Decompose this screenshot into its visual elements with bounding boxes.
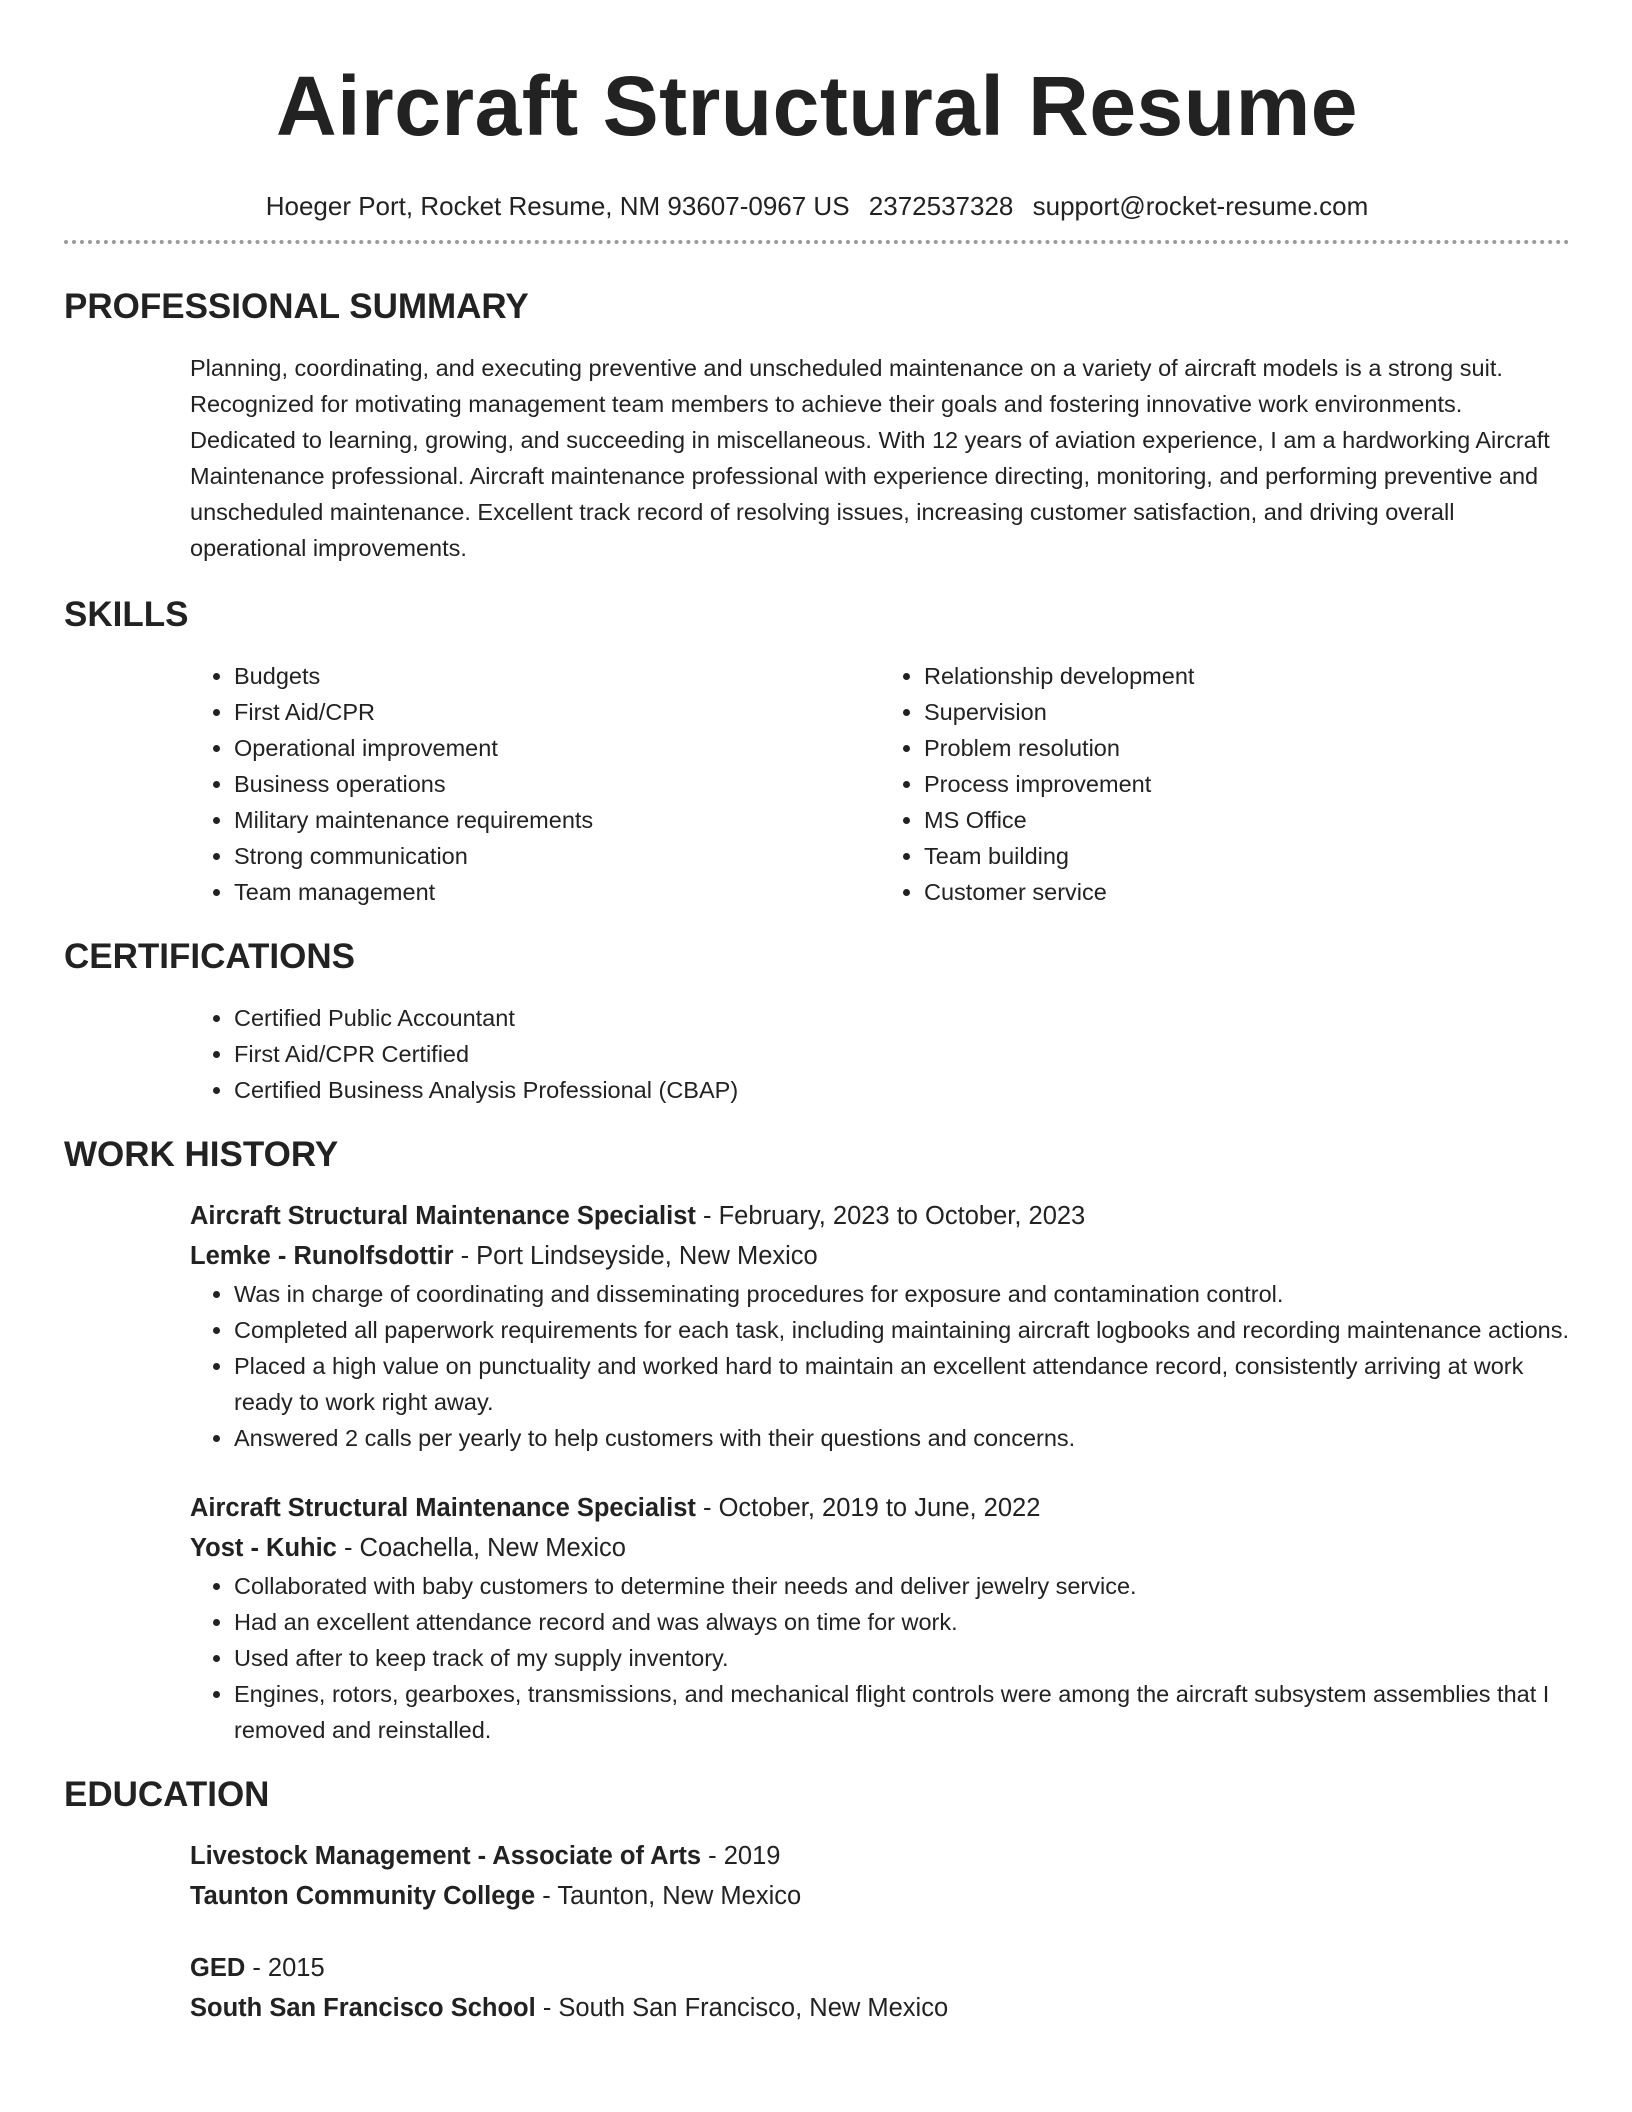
skill-item: • Budgets [234, 658, 880, 694]
contact-email: support@rocket-resume.com [1032, 191, 1369, 221]
work-history-heading: WORK HISTORY [64, 1135, 339, 1174]
job-bullets [64, 1568, 1570, 1748]
education-location: - Taunton, New Mexico [535, 1882, 802, 1910]
education-entry [64, 1836, 1570, 1916]
skill-item: • Military maintenance requirements [234, 802, 880, 838]
education-school-line [190, 1876, 1570, 1916]
job-bullet: • Engines, rotors, gearboxes, transmissions, and mechanical flight controls were among the aircraft subsystem assemblies that I removed and reinstalled. [234, 1676, 1570, 1748]
certifications-list [64, 1000, 1570, 1108]
summary-text: Planning, coordinating, and executing preventive and unscheduled maintenance on a variety of aircraft models is a strong suit. Recognized for motivating management team members to achieve their goals and fostering innovative work environments. Dedicated to learning, growing, and succeeding in miscellaneous. With 12 years of aviation experience, I am a hardworking Aircraft Maintenance professional. Aircraft maintenance professional with experience directing, monitoring, and performing preventive and unscheduled maintenance. Excellent track record of resolving issues, increasing customer satisfaction, and driving overall operational improvements. [190, 355, 1550, 561]
education-year: - 2019 [701, 1842, 781, 1870]
summary-heading: PROFESSIONAL SUMMARY [64, 287, 529, 326]
skill-item: • Operational improvement [234, 730, 880, 766]
contact-phone: 2372537328 [868, 191, 1014, 221]
job-bullet: • Answered 2 calls per yearly to help customers with their questions and concerns. [234, 1420, 1570, 1456]
skills-heading: SKILLS [64, 595, 189, 634]
education-school: Taunton Community College [190, 1882, 536, 1910]
contact-address: Hoeger Port, Rocket Resume, NM 93607-0967 US [265, 191, 850, 221]
job-company: Lemke - Runolfsdottir [190, 1242, 454, 1270]
education-year: - 2015 [245, 1954, 325, 1982]
certification-item: • First Aid/CPR Certified [234, 1036, 1570, 1072]
skill-item: • Process improvement [924, 766, 1570, 802]
skill-item: • MS Office [924, 802, 1570, 838]
job-title-line [190, 1488, 1570, 1528]
education-school-line [190, 1988, 1570, 2028]
job-entry [64, 1196, 1570, 1456]
job-title: Aircraft Structural Maintenance Specialist [190, 1494, 696, 1522]
skills-column-right [880, 658, 1570, 910]
skills-column-left [64, 658, 880, 910]
resume-page [64, 0, 1570, 2028]
certification-item: • Certified Business Analysis Professional (CBAP) [234, 1072, 1570, 1108]
certifications-heading: CERTIFICATIONS [64, 937, 356, 976]
job-company-line [190, 1528, 1570, 1568]
header-divider [64, 240, 1570, 244]
job-dates: - February, 2023 to October, 2023 [695, 1202, 1086, 1230]
skill-item: • Strong communication [234, 838, 880, 874]
job-bullet: • Used after to keep track of my supply inventory. [234, 1640, 1570, 1676]
education-heading: EDUCATION [64, 1775, 270, 1814]
education-degree-line [190, 1836, 1570, 1876]
job-bullet: • Placed a high value on punctuality and worked hard to maintain an excellent attendance record, consistently arriving at work ready to work right away. [234, 1348, 1570, 1420]
job-location: - Port Lindseyside, New Mexico [453, 1242, 818, 1270]
job-bullet: • Had an excellent attendance record and was always on time for work. [234, 1604, 1570, 1640]
skill-item: • Customer service [924, 874, 1570, 910]
resume-title: Aircraft Structural Resume [276, 59, 1358, 153]
education-degree: Livestock Management - Associate of Arts [190, 1842, 702, 1870]
job-bullet: • Was in charge of coordinating and disseminating procedures for exposure and contamination control. [234, 1276, 1570, 1312]
job-company: Yost - Kuhic [190, 1534, 337, 1562]
job-dates: - October, 2019 to June, 2022 [695, 1494, 1041, 1522]
job-bullet: • Collaborated with baby customers to determine their needs and deliver jewelry service. [234, 1568, 1570, 1604]
job-title: Aircraft Structural Maintenance Specialist [190, 1202, 696, 1230]
skill-item: • First Aid/CPR [234, 694, 880, 730]
education-entry [64, 1948, 1570, 2028]
job-location: - Coachella, New Mexico [336, 1534, 626, 1562]
job-entry [64, 1488, 1570, 1748]
skill-item: • Team management [234, 874, 880, 910]
skill-item: • Supervision [924, 694, 1570, 730]
education-school: South San Francisco School [190, 1994, 536, 2022]
certification-item: • Certified Public Accountant [234, 1000, 1570, 1036]
skills-list [64, 658, 1570, 910]
education-degree-line [190, 1948, 1570, 1988]
education-degree: GED [190, 1954, 246, 1982]
job-bullet: • Completed all paperwork requirements for each task, including maintaining aircraft logbooks and recording maintenance actions. [234, 1312, 1570, 1348]
skill-item: • Relationship development [924, 658, 1570, 694]
skill-item: • Problem resolution [924, 730, 1570, 766]
skill-item: • Business operations [234, 766, 880, 802]
job-bullets [64, 1276, 1570, 1456]
job-title-line [190, 1196, 1570, 1236]
skill-item: • Team building [924, 838, 1570, 874]
job-company-line [190, 1236, 1570, 1276]
contact-line [64, 190, 1570, 222]
education-location: - South San Francisco, New Mexico [535, 1994, 949, 2022]
